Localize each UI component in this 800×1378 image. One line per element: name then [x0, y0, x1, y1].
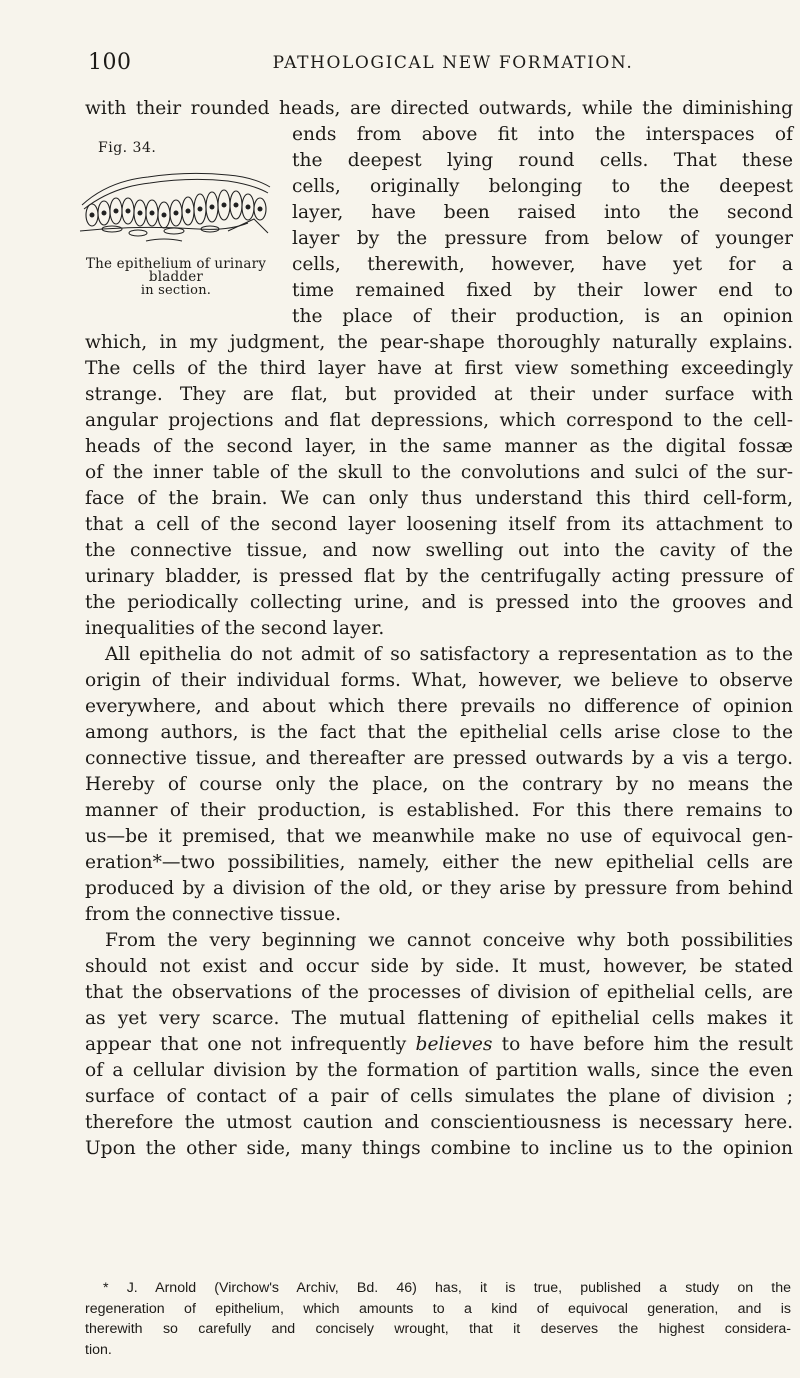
text-line: Upon the other side, many things combine to incline us to the opinion — [85, 1138, 793, 1159]
text-line: from the connective tissue. — [85, 904, 342, 925]
epithelium-illustration — [78, 167, 274, 247]
text-line: with their rounded heads, are directed outwards, while the diminishing — [85, 98, 793, 119]
text-line: cells, therewith, however, have yet for a — [292, 254, 793, 275]
footnote — [85, 1278, 791, 1360]
text-line: From the very beginning we cannot conceive why both possibilities — [105, 930, 793, 951]
page-number: 100 — [88, 50, 132, 75]
figure-caption — [76, 258, 276, 297]
text-line: the periodically collecting urine, and is pressed into the grooves and — [85, 592, 793, 613]
text-line: All epithelia do not admit of so satisfactory a representation as to the — [105, 644, 793, 665]
text-line: the place of their production, is an opinion — [292, 306, 793, 327]
figure-number: Fig. 34. — [98, 140, 157, 156]
text-line: of the inner table of the skull to the convolutions and sulci of the sur- — [85, 462, 793, 483]
text-line: of a cellular division by the formation of partition walls, since the even — [85, 1060, 793, 1081]
text-line: strange. They are flat, but provided at their under surface with — [85, 384, 793, 405]
text-line: produced by a division of the old, or they arise by pressure from behind — [85, 878, 793, 899]
text-line: connective tissue, and thereafter are pressed outwards by a vis a tergo. — [85, 748, 793, 769]
caption-line: The epithelium of urinary bladder — [85, 256, 267, 285]
text-segment: to have before him the result — [492, 1034, 794, 1055]
text-line: angular projections and flat depressions, which correspond to the cell- — [85, 410, 793, 431]
text-line: surface of contact of a pair of cells simulates the plane of division ; — [85, 1086, 793, 1107]
text-line: face of the brain. We can only thus understand this third cell-form, — [85, 488, 793, 509]
text-line: which, in my judgment, the pear-shape thoroughly naturally explains. — [85, 332, 793, 353]
text-line: should not exist and occur side by side. It must, however, be stated — [85, 956, 793, 977]
text-line: heads of the second layer, in the same manner as the digital fossæ — [85, 436, 793, 457]
text-line: urinary bladder, is pressed flat by the centrifugally acting pressure of — [85, 566, 793, 587]
text-line: manner of their production, is established. For this there remains to — [85, 800, 793, 821]
footnote-line: * J. Arnold (Virchow's Archiv, Bd. 46) has, it is true, published a study on the — [103, 1280, 791, 1296]
text-line: ends from above fit into the interspaces of — [292, 124, 793, 145]
text-line: as yet very scarce. The mutual flattening of epithelial cells makes it — [85, 1008, 793, 1029]
figure-34 — [76, 140, 276, 300]
text-line: The cells of the third layer have at first view something exceedingly — [85, 358, 793, 379]
text-line: everywhere, and about which there prevails no difference of opinion — [85, 696, 793, 717]
footnote-line: therewith so carefully and concisely wrought, that it deserves the highest considera- — [85, 1321, 791, 1337]
text-line: that the observations of the processes of division of epithelial cells, are — [85, 982, 793, 1003]
text-line: layer by the pressure from below of younger — [292, 228, 793, 249]
running-head: PATHOLOGICAL NEW FORMATION. — [272, 53, 634, 73]
text-line: eration*—two possibilities, namely, either the new epithelial cells are — [85, 852, 793, 873]
text-line: among authors, is the fact that the epithelial cells arise close to the — [85, 722, 793, 743]
footnote-line: regeneration of epithelium, which amounts to a kind of equivocal generation, and is — [85, 1300, 791, 1317]
footnote-line: tion. — [85, 1341, 112, 1358]
text-line: the connective tissue, and now swelling out into the cavity of the — [85, 540, 793, 561]
text-line: the deepest lying round cells. That these — [292, 150, 793, 171]
page-header — [88, 50, 778, 80]
italic-word: believes — [415, 1034, 493, 1055]
text-line: origin of their individual forms. What, however, we believe to observe — [85, 670, 793, 691]
text-line: therefore the utmost caution and conscientiousness is necessary here. — [85, 1112, 793, 1133]
text-line: us—be it premised, that we meanwhile make no use of equivocal gen- — [85, 826, 793, 847]
text-line-with-italic — [85, 1032, 793, 1058]
caption-line: in section. — [140, 283, 212, 298]
text-line: layer, have been raised into the second — [292, 202, 793, 223]
text-line: inequalities of the second layer. — [85, 618, 385, 639]
text-line: cells, originally belonging to the deepest — [292, 176, 793, 197]
text-line: that a cell of the second layer loosening itself from its attachment to — [85, 514, 793, 535]
text-line: time remained fixed by their lower end to — [292, 280, 793, 301]
text-segment: appear that one not infrequently — [85, 1034, 416, 1055]
text-line: Hereby of course only the place, on the contrary by no means the — [85, 774, 793, 795]
